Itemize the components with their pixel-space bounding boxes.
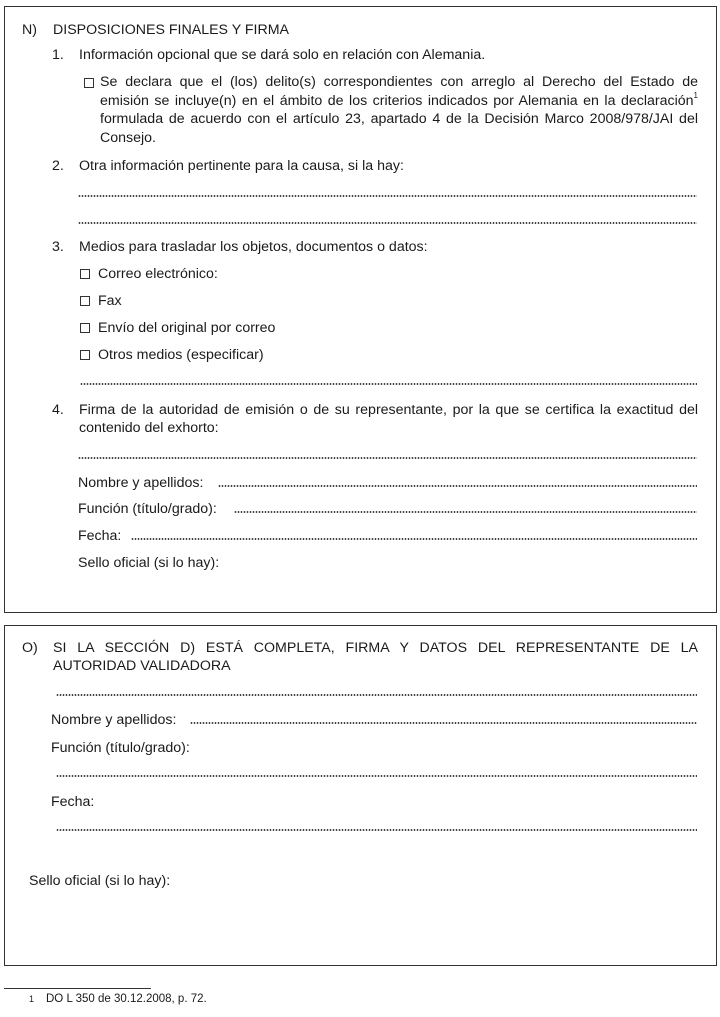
item1-label: Información opcional que se dará solo en relación con Alemania. [79, 47, 486, 63]
validator-name-label: Nombre y apellidos: [51, 712, 177, 728]
date-label: Fecha: [78, 528, 122, 544]
other-info-line-2[interactable] [78, 221, 697, 225]
name-label: Nombre y apellidos: [78, 475, 204, 491]
section-o-box [4, 625, 717, 966]
validator-function-line[interactable] [56, 774, 697, 778]
item2-number: 2. [52, 158, 64, 174]
option-fax-label: Fax [98, 293, 122, 309]
item2-label: Otra información pertinente para la causa, si la hay: [79, 158, 404, 174]
date-line[interactable] [131, 537, 697, 541]
other-means-line[interactable] [80, 382, 697, 386]
declaration-text: Se declara que el (los) delito(s) correspondientes con arreglo al Derecho del Estado de emisión se incluye(n) en el ámbito de los criterios indicados por Alemania en la declaración$^1$ formulada de acuerdo con el artículo 23, apartado 4 de la Decisión Marco 2008/978/JAI del Consejo. [100, 74, 698, 146]
section-o-title: SI LA SECCIÓN D) ESTÁ COMPLETA, FIRMA Y DATOS DEL REPRESENTANTE DE LA AUTORIDAD VALIDADORA [53, 640, 698, 674]
footnote-marker: 1 [29, 994, 35, 1004]
footnote-separator [4, 988, 151, 989]
section-n-letter: N) [22, 22, 37, 38]
seal-label: Sello oficial (si lo hay): [78, 555, 220, 571]
validator-date-line[interactable] [56, 828, 697, 832]
post-checkbox[interactable] [80, 323, 90, 333]
email-checkbox[interactable] [80, 269, 90, 279]
option-post-label: Envío del original por correo [98, 320, 276, 336]
item4-number: 4. [52, 402, 64, 418]
item3-number: 3. [52, 239, 64, 255]
other-means-checkbox[interactable] [80, 350, 90, 360]
name-line[interactable] [218, 484, 697, 488]
section-n-title: DISPOSICIONES FINALES Y FIRMA [53, 22, 289, 38]
option-other-label: Otros medios (especificar) [98, 347, 264, 363]
validator-seal-label: Sello oficial (si lo hay): [29, 873, 171, 889]
signature-line[interactable] [78, 456, 697, 460]
fax-checkbox[interactable] [80, 296, 90, 306]
section-o-letter: O) [22, 640, 38, 656]
item4-label: Firma de la autoridad de emisión o de su representante, por la que se certifica la exactitud del contenido del exhorto: [79, 402, 698, 436]
other-info-line-1[interactable] [78, 194, 697, 198]
function-line[interactable] [234, 510, 697, 514]
option-email-label: Correo electrónico: [98, 266, 218, 282]
footnote-text: DO L 350 de 30.12.2008, p. 72. [46, 993, 207, 1005]
footnote-reference: 1 [693, 90, 698, 100]
item3-label: Medios para trasladar los objetos, documentos o datos: [79, 239, 428, 255]
validator-name-line[interactable] [190, 721, 697, 725]
declaration-checkbox[interactable] [84, 78, 94, 88]
function-label: Función (título/grado): [78, 501, 217, 517]
validator-function-label: Función (título/grado): [51, 740, 190, 756]
validator-date-label: Fecha: [51, 794, 95, 810]
item1-number: 1. [52, 47, 64, 63]
validator-signature-line[interactable] [56, 693, 697, 697]
